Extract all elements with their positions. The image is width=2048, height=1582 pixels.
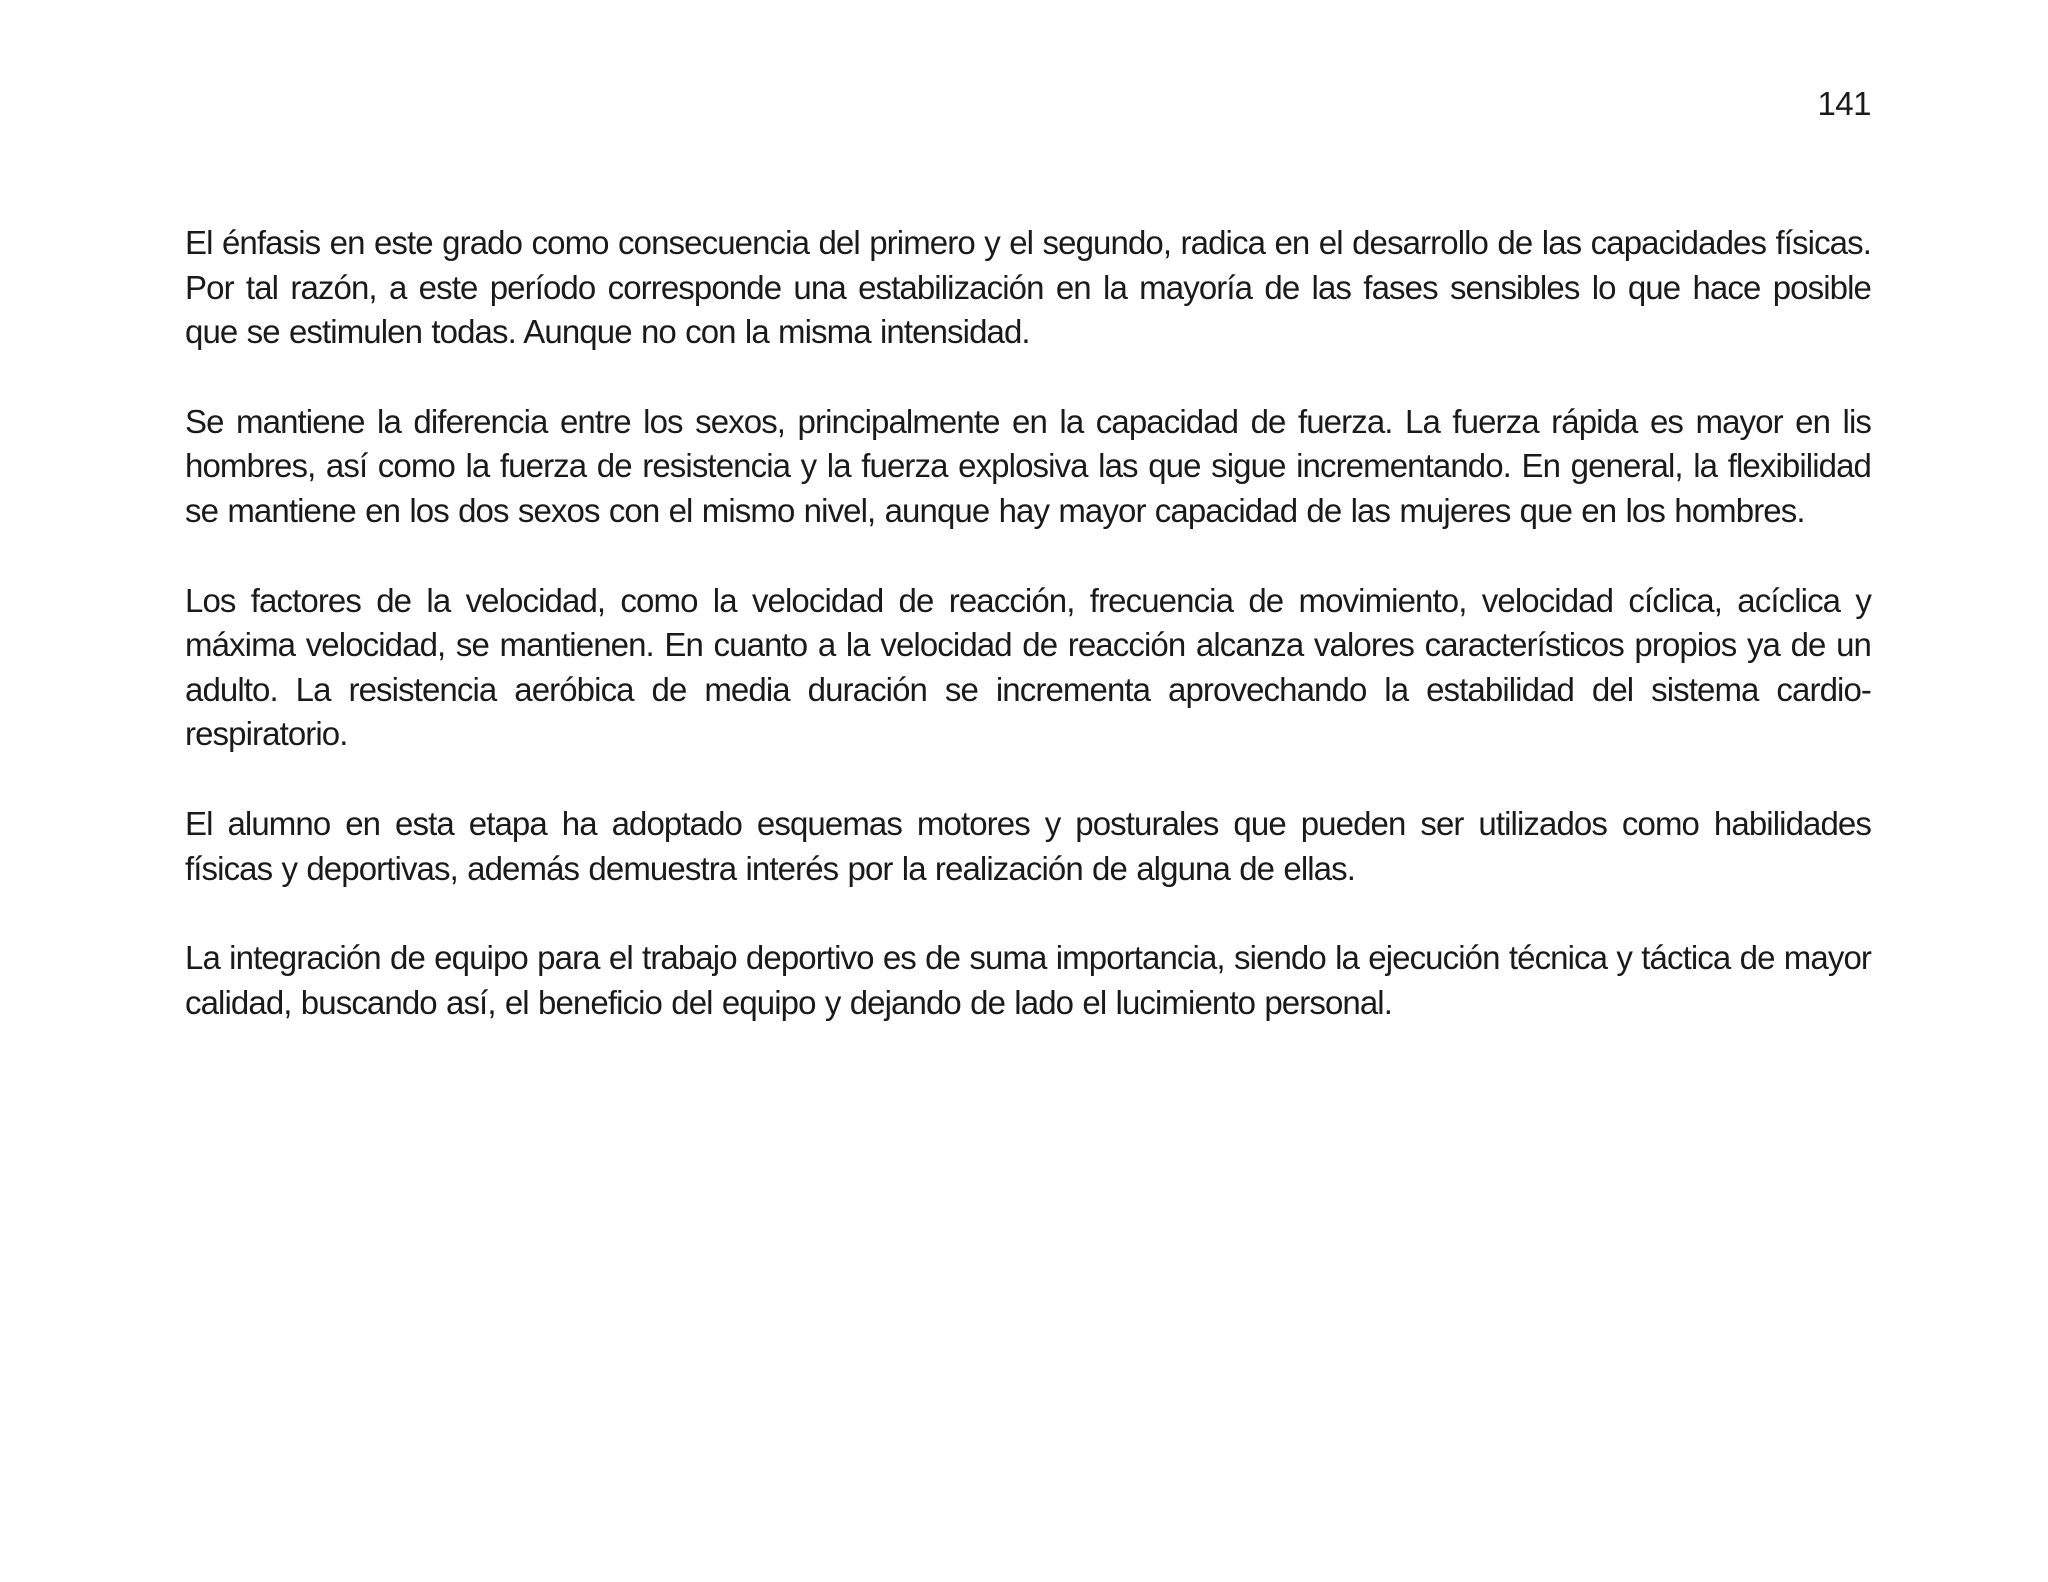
paragraph-5: La integración de equipo para el trabajo deportivo es de suma importancia, siendo la ejecución técnica y táctica de mayor calidad, buscando así, el beneficio del equipo y dejando de lado el lucimiento personal. bbox=[185, 939, 1871, 1021]
paragraph-2: Se mantiene la diferencia entre los sexos, principalmente en la capacidad de fuerza. La fuerza rápida es mayor en lis hombres, así como la fuerza de resistencia y la fuerza explosiva las que sigue incrementando. En general, la flexibilidad se mantiene en los dos sexos con el mismo nivel, aunque hay mayor capacidad de las mujeres que en los hombres. bbox=[185, 402, 1871, 529]
document-body bbox=[185, 221, 1871, 1070]
paragraph-4: El alumno en esta etapa ha adoptado esquemas motores y posturales que pueden ser utilizados como habilidades físicas y deportivas, además demuestra interés por la realización de alguna de ellas. bbox=[185, 804, 1871, 887]
paragraph-3: Los factores de la velocidad, como la velocidad de reacción, frecuencia de movimiento, velocidad cíclica, acíclica y máxima velocidad, se mantienen. En cuanto a la velocidad de reacción alcanza valores característicos propios ya de un adulto. La resistencia aeróbica de media duración se incrementa aprovechando la estabilidad del sistema cardio-respiratorio. bbox=[185, 581, 1871, 753]
page-number: 141 bbox=[1817, 85, 1871, 122]
paragraph-1: El énfasis en este grado como consecuencia del primero y el segundo, radica en el desarrollo de las capacidades físicas. Por tal razón, a este período corresponde una estabilización en la mayoría de las fases sensibles lo que hace posible que se estimulen todas. Aunque no con la misma intensidad. bbox=[185, 224, 1871, 351]
